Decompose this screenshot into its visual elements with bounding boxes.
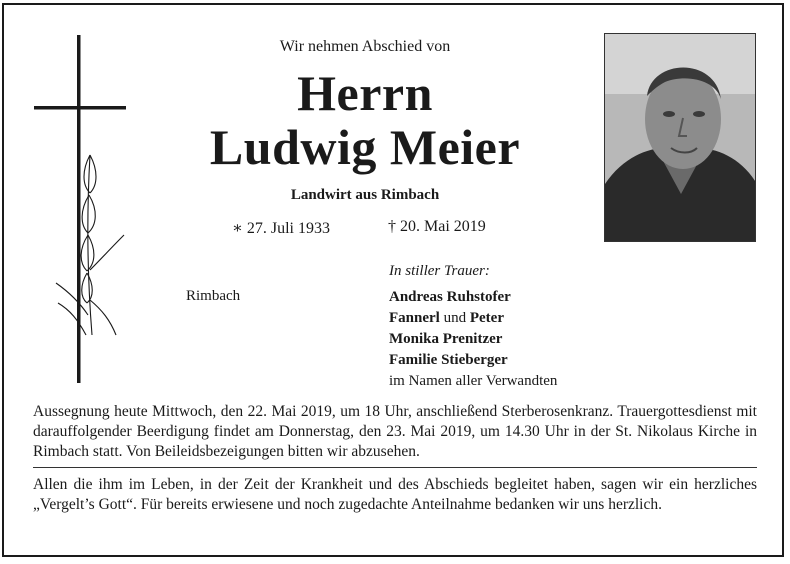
mourner-2 bbox=[389, 308, 557, 329]
occupation: Landwirt aus Rimbach bbox=[290, 187, 440, 203]
mourner-2a: Fannerl bbox=[389, 310, 440, 326]
birth-date: ∗ 27. Juli 1933 bbox=[232, 220, 330, 237]
thanks-text: Allen die ihm im Leben, in der Zeit der Krankheit und des Abschieds begleitet haben, sagen wir ein herzliches „Vergelt’s Gott“. Für bereits erwiesene und noch zugedachte Anteilnahme bedanken wir uns herzlich. bbox=[33, 476, 757, 513]
mourners-heading: In stiller Trauer: bbox=[389, 263, 490, 279]
funeral-details: Aussegnung heute Mittwoch, den 22. Mai 2019, um 18 Uhr, anschließend Sterberosenkranz. Trauergottesdienst mit darauffolgender Beerdigung findet am Donnerstag, den 23. Mai 2019, um 14.30 Uhr in der St. Nikolaus Kirche in Rimbach statt. Von Beileidsbezeigungen bitten wir abzusehen. bbox=[33, 403, 757, 460]
cross-with-wheat-icon bbox=[30, 35, 130, 385]
intro-text: Wir nehmen Abschied von bbox=[279, 38, 451, 55]
mourner-2-conj: und bbox=[439, 310, 470, 326]
mourner-5: im Namen aller Verwandten bbox=[389, 373, 558, 389]
mourner-1: Andreas Ruhstofer bbox=[389, 289, 511, 305]
death-date: † 20. Mai 2019 bbox=[388, 218, 486, 235]
portrait-photo bbox=[604, 33, 756, 242]
mourners-block bbox=[389, 261, 557, 392]
title-honorific: Herrn bbox=[297, 65, 433, 121]
mourner-3: Monika Prenitzer bbox=[389, 331, 503, 347]
mourner-2b: Peter bbox=[469, 310, 504, 326]
place: Rimbach bbox=[186, 288, 241, 304]
title-fullname: Ludwig Meier bbox=[209, 119, 521, 175]
mourner-4: Familie Stieberger bbox=[389, 352, 508, 368]
divider bbox=[33, 467, 757, 468]
deceased-name bbox=[170, 66, 560, 174]
portrait-illustration bbox=[605, 34, 756, 242]
